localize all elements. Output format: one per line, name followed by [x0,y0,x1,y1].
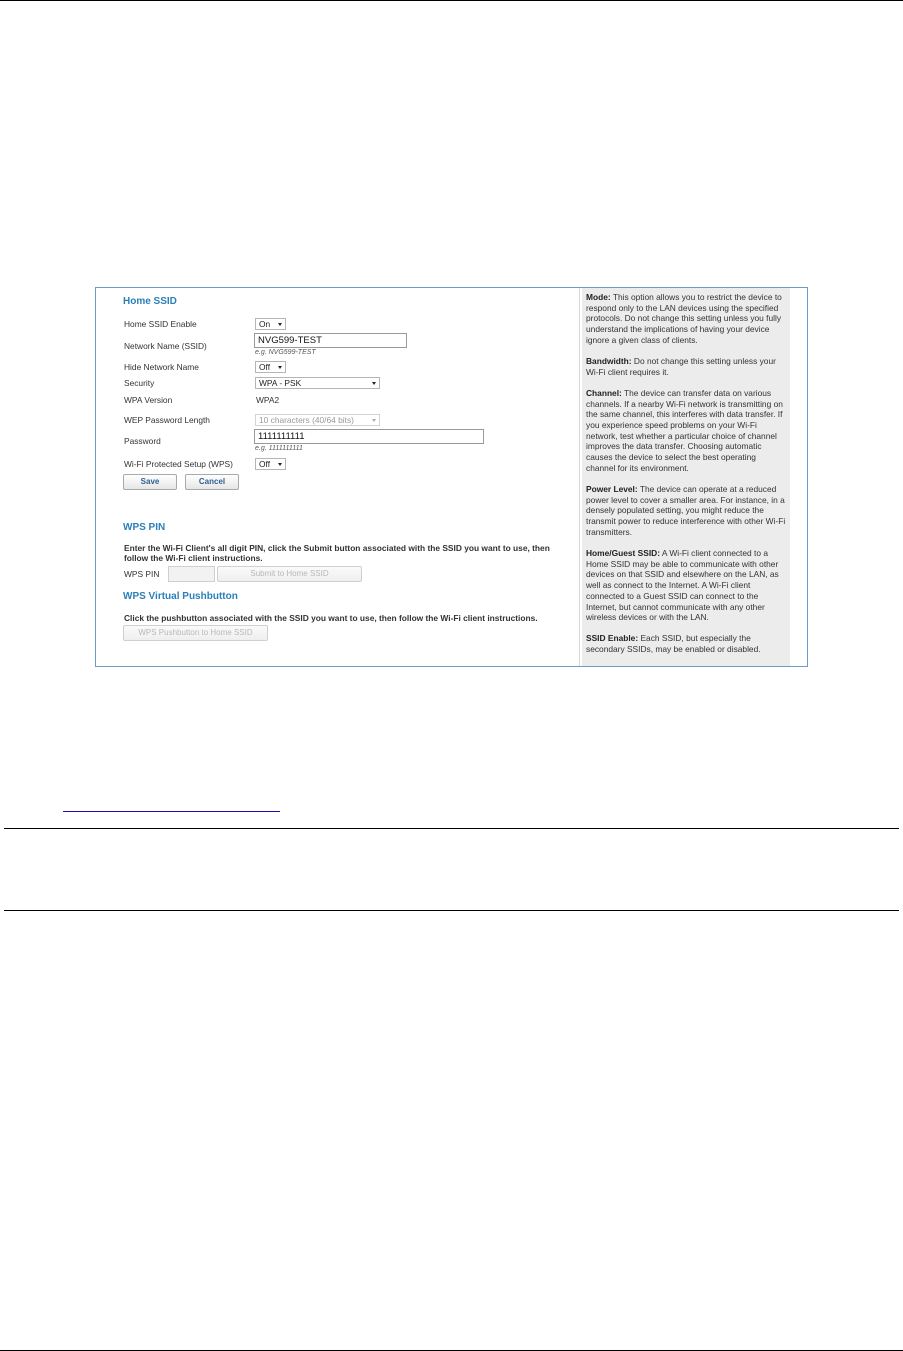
security-label: Security [124,378,155,388]
cancel-button[interactable]: Cancel [185,474,239,490]
help-mode: Mode: This option allows you to restrict the device to respond only to the LAN devices using the specified protocols. Do not change this setting unless you fully understand the implications of having your device ignore a given class of clients. [586,292,782,345]
settings-form [96,288,580,666]
chevron-down-icon [278,366,282,369]
wpa-version-value: WPA2 [256,395,280,405]
network-name-hint: e.g. NVG599-TEST [255,349,316,356]
security-select[interactable]: WPA - PSK [255,377,380,389]
router-settings-screenshot [95,287,808,667]
page-top-rule [0,0,903,1]
wps-label: Wi-Fi Protected Setup (WPS) [124,459,233,469]
password-input[interactable]: 1111111111 [254,429,484,444]
chevron-down-icon [278,463,282,466]
help-channel: Channel: The device can transfer data on various channels. If a nearby Wi-Fi network is transmitting on the same channel, this interferes with data transfer. If you experience speed problems on your Wi-Fi network, test whether a particular choice of channel improves the data transfer. Choosing automatic causes the device to select the best operating channel for its environment. [586,387,783,473]
help-ssid-enable: SSID Enable: Each SSID, but especially the secondary SSIDs, may be enabled or disabled. [586,633,761,655]
section-divider-top [4,828,899,829]
chevron-down-icon [372,419,376,422]
network-name-input[interactable]: NVG599-TEST [254,333,407,348]
wps-pushbutton-to-home-ssid-button[interactable]: WPS Pushbutton to Home SSID [123,625,268,641]
help-bandwidth: Bandwidth: Do not change this setting unless your Wi-Fi client requires it. [586,356,776,377]
document-link[interactable] [63,797,280,812]
help-power-level: Power Level: The device can operate at a reduced power level to cover a smaller area. For instance, in a densely populated setting, you might reduce the transmit power to reduce interference with other Wi-Fi transmitters. [586,484,786,537]
help-panel [582,288,790,666]
chevron-down-icon [372,382,376,385]
wps-pin-description-line2: follow the Wi-Fi client instructions. [124,553,263,563]
wps-pin-label: WPS PIN [124,569,160,579]
wep-password-length-select[interactable]: 10 characters (40/64 bits) [255,414,380,426]
wps-pin-title: WPS PIN [123,522,166,533]
wps-pin-description-line1: Enter the Wi-Fi Client's all digit PIN, click the Submit button associated with the SSID you want to use, then [124,543,550,553]
password-hint: e.g. 1111111111 [255,445,303,452]
submit-to-home-ssid-button[interactable]: Submit to Home SSID [217,566,362,582]
wps-pin-input[interactable] [168,566,215,582]
hide-network-name-select[interactable]: Off [255,361,286,373]
wep-password-length-label: WEP Password Length [124,415,210,425]
wps-virtual-pushbutton-title: WPS Virtual Pushbutton [123,591,238,602]
hide-network-name-label: Hide Network Name [124,362,199,372]
wpa-version-label: WPA Version [124,395,173,405]
wps-pushbutton-description: Click the pushbutton associated with the SSID you want to use, then follow the Wi-Fi client instructions. [124,613,538,623]
save-button[interactable]: Save [123,474,177,490]
network-name-label: Network Name (SSID) [124,341,207,351]
home-ssid-enable-select[interactable]: On [255,318,286,330]
password-label: Password [124,436,161,446]
home-ssid-title: Home SSID [123,296,177,307]
home-ssid-enable-label: Home SSID Enable [124,319,197,329]
chevron-down-icon [278,323,282,326]
help-home-guest-ssid: Home/Guest SSID: A Wi-Fi client connected to a Home SSID may be able to communicate with other devices on that SSID and elsewhere on the LAN, as well as connect to the Internet. A Wi-Fi client connected to a Guest SSID can connect to the Internet, but cannot communicate with any other wireless devices or with the LAN. [586,548,779,623]
wps-select[interactable]: Off [255,458,286,470]
section-divider-bottom [4,910,899,911]
